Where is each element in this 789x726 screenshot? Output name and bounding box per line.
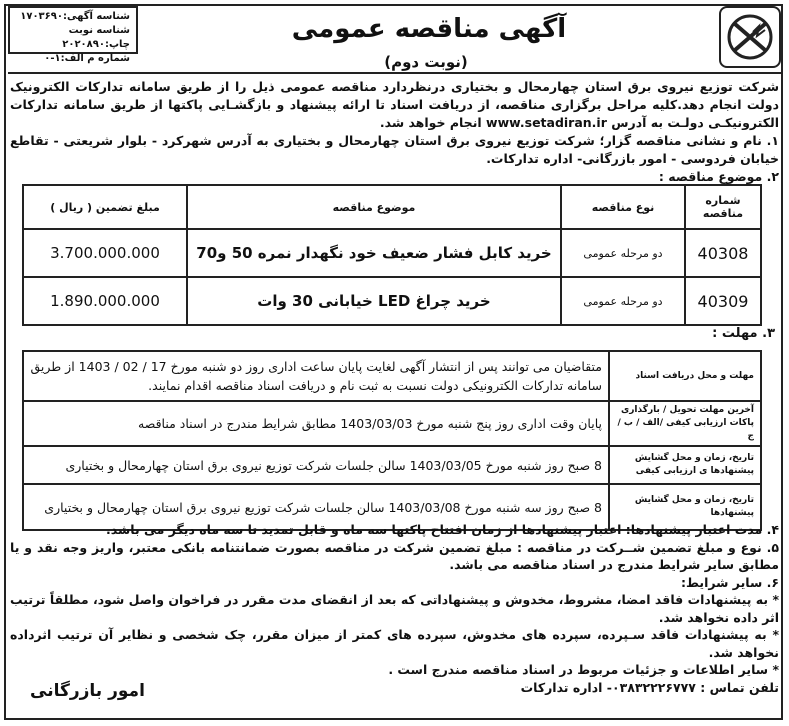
title-subtitle: (نوبت دوم) bbox=[384, 53, 468, 71]
header-type: نوع مناقصه bbox=[561, 185, 685, 229]
title-text: آگهی مناقصه عمومی bbox=[291, 14, 567, 44]
header-amount: مبلغ تضمین ( ریال ) bbox=[23, 185, 187, 229]
validity-term: ۴. مدت اعتبار پیشنهادها: اعتبار پیشنهادها از زمان افتتاح پاکتها سه ماه و قابل تمدید تا سه ماه دیگر می باشد. bbox=[106, 522, 779, 537]
term-bullet: * به پیشنهادات فاقد سـپرده، سپرده های مخدوش، سپرده های کمتر از میزان مقرر، چک شخصی و نظایر آن ترتیب اثرداده نخواهد شد. bbox=[10, 627, 779, 660]
tender-subject: خرید کابل فشار ضعیف خود نگهدار نمره 50 و70 bbox=[187, 229, 561, 277]
terms-section bbox=[10, 521, 779, 696]
intro-text: شرکت توزیع نیروی برق استان چهارمحال و بختیاری درنظردارد مناقصه عمومی ذیل را از طریق سامانه تدارکات الکترونیک دولت انجام دهد.کلیه مراحل برگزاری مناقصه، از دریافت اسناد تا ارائه پیشنهاد و بازگشـایی پاکتها از طریق سامانه تدارکات الکترونیکـی دولـت به آدرس bbox=[10, 79, 779, 130]
deadline-heading: ۳. مهلت : bbox=[712, 326, 775, 341]
table-row bbox=[23, 277, 761, 325]
tender-table-header bbox=[23, 185, 761, 229]
other-terms-heading: ۶. سایر شرایط: bbox=[681, 574, 779, 590]
header-divider bbox=[8, 72, 781, 74]
tender-type: دو مرحله عمومی bbox=[561, 229, 685, 277]
deadline-value: 8 صبح روز سه شنبه مورخ 1403/03/08 سالن جلسات شرکت توزیع نیروی برق استان چهارمحال و بختیاری bbox=[23, 484, 609, 530]
item-2: ۲. موضوع مناقصه : bbox=[658, 169, 779, 184]
deadline-value: 8 صبح روز شنبه مورخ 1403/03/05 سالن جلسات شرکت توزیع نیروی برق استان چهارمحال و بختیاری bbox=[23, 446, 609, 484]
table-row bbox=[23, 351, 761, 401]
table-row bbox=[23, 229, 761, 277]
item-1: ۱. نام و نشانی مناقصه گزار؛ شرکت توزیع نیروی برق استان چهارمحال و بختیاری به آدرس شهرکرد - بلوار شریعتی - تقاطع خیابان فردوسی - امور بازرگانی- اداره تدارکات. bbox=[10, 133, 779, 166]
term-bullet: * به پیشنهادات فاقد امضا، مشروط، مخدوش و پیشنهاداتی که بعد از انقضای مدت مقرر در فراخوان واصل شود، مطلقاً ترتیب اثر داده نخواهد شد. bbox=[10, 592, 779, 625]
intro-paragraph bbox=[10, 78, 779, 132]
deadline-label: مهلت و محل دریافت اسناد bbox=[609, 351, 761, 401]
header-number: شماره مناقصه bbox=[685, 185, 761, 229]
deadline-label: آخرین مهلت تحویل / بارگذاری پاکات ارزیابی کیفی /الف / ب / ج bbox=[609, 401, 761, 446]
deadline-table bbox=[22, 350, 762, 531]
deadline-value: متقاضیان می توانند پس از انتشار آگهی لغایت پایان ساعت اداری روز دو شنبه مورخ 17 / 02 / 1403 از طریق سامانه تدارکات الکترونیکی دولت نسبت به ثبت نام و دریافت اسناد مناقصه اقدام نمایند. bbox=[23, 351, 609, 401]
intro-section bbox=[10, 78, 779, 186]
table-row bbox=[23, 446, 761, 484]
company-logo bbox=[719, 6, 781, 68]
table-row bbox=[23, 401, 761, 446]
reference-number: شماره م الف:۱-۰ bbox=[44, 53, 130, 64]
guarantee-term: ۵. نوع و مبلغ تضمین شــرکت در مناقصه : مبلغ تضمین شرکت در مناقصه بصورت ضمانتنامه بانکی معتبر، واریز وجه نقد و یا مطابق سایر شرایط مندرج در اسناد مناقصه می باشد. bbox=[10, 539, 779, 572]
contact-phone: تلفن تماس : ۰۳۸۳۲۲۲۶۷۷۷- اداره تدارکات bbox=[520, 679, 779, 695]
notice-id-box bbox=[8, 6, 138, 64]
tender-type: دو مرحله عمومی bbox=[561, 277, 685, 325]
ad-id: شناسه آگهی:۱۷۰۳۶۹۰ bbox=[20, 11, 130, 22]
deadline-label: تاریخ، زمان و محل گشایش پیشنهادها bbox=[609, 484, 761, 530]
tender-table bbox=[22, 184, 762, 326]
header-subject: موضوع مناقصه bbox=[187, 185, 561, 229]
intro-text-end: انجام خواهد شد. bbox=[379, 115, 482, 130]
deadline-label: تاریخ، زمان و محل گشایش پیشنهادها ی ارزیابی کیفی bbox=[609, 446, 761, 484]
tender-number: 40308 bbox=[685, 229, 761, 277]
guarantee-amount: 3.700.000.000 bbox=[23, 229, 187, 277]
tender-subject: خرید چراغ LED خیابانی 30 وات bbox=[187, 277, 561, 325]
guarantee-amount: 1.890.000.000 bbox=[23, 277, 187, 325]
deadline-value: پایان وقت اداری روز پنج شنبه مورخ 1403/03/03 مطابق شرایط مندرج در اسناد مناقصه bbox=[23, 401, 609, 446]
print-id: شناسه نوبت چاپ:۲۰۲۰۸۹۰ bbox=[62, 25, 130, 50]
term-bullet: * سایر اطلاعات و جزئیات مربوط در اسناد مناقصه مندرج است . bbox=[388, 662, 779, 677]
notice-title bbox=[269, 14, 589, 74]
power-logo-icon bbox=[725, 12, 775, 62]
footer-department: امور بازرگانی bbox=[30, 681, 145, 701]
setad-url[interactable]: www.setadiran.ir bbox=[486, 115, 607, 130]
tender-number: 40309 bbox=[685, 277, 761, 325]
